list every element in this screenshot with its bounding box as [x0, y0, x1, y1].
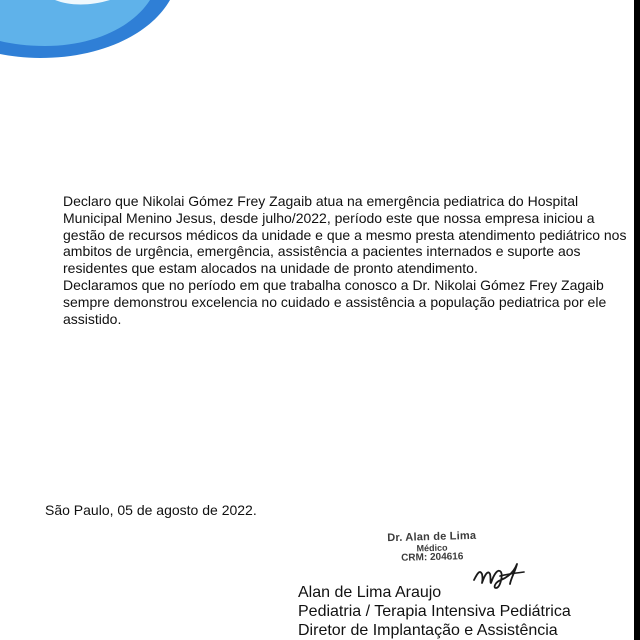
declaration-body [63, 193, 628, 327]
stamp-role: Médico [416, 542, 448, 554]
signer-name: Alan de Lima Araujo [298, 584, 442, 601]
stamp-name: Dr. Alan de Lima [387, 529, 477, 545]
signer-position: Diretor de Implantação e Assistência [298, 622, 558, 639]
declaration-paragraph: Declaro que Nikolai Gómez Frey Zagaib atua na emergência pediatrica do Hospital Municipal Menino Jesus, desde julho/2022, período este que nossa empresa iniciou a gestão de recursos médicos da unidade e que a mesmo presta atendimento pediátrico nos ambitos de urgência, emergência, assistência a pacientes internados e suporte aos residentes que estam alocados na unidade de pronto atendimento. [63, 193, 627, 277]
signer-specialty: Pediatria / Terapia Intensiva Pediátrica [298, 603, 571, 620]
stamp-crm: CRM: 204616 [400, 551, 464, 564]
right-edge-border [634, 0, 640, 640]
date-line: São Paulo, 05 de agosto de 2022. [45, 502, 257, 518]
signer-block [298, 583, 571, 640]
declaration-paragraph: Declaramos que no período em que trabalha conosco a Dr. Nikolai Gómez Frey Zagaib sempre demonstrou excelencia no cuidado e assistência a população pediatrica por ele assistido. [63, 276, 607, 327]
logo-arc [0, 0, 170, 60]
